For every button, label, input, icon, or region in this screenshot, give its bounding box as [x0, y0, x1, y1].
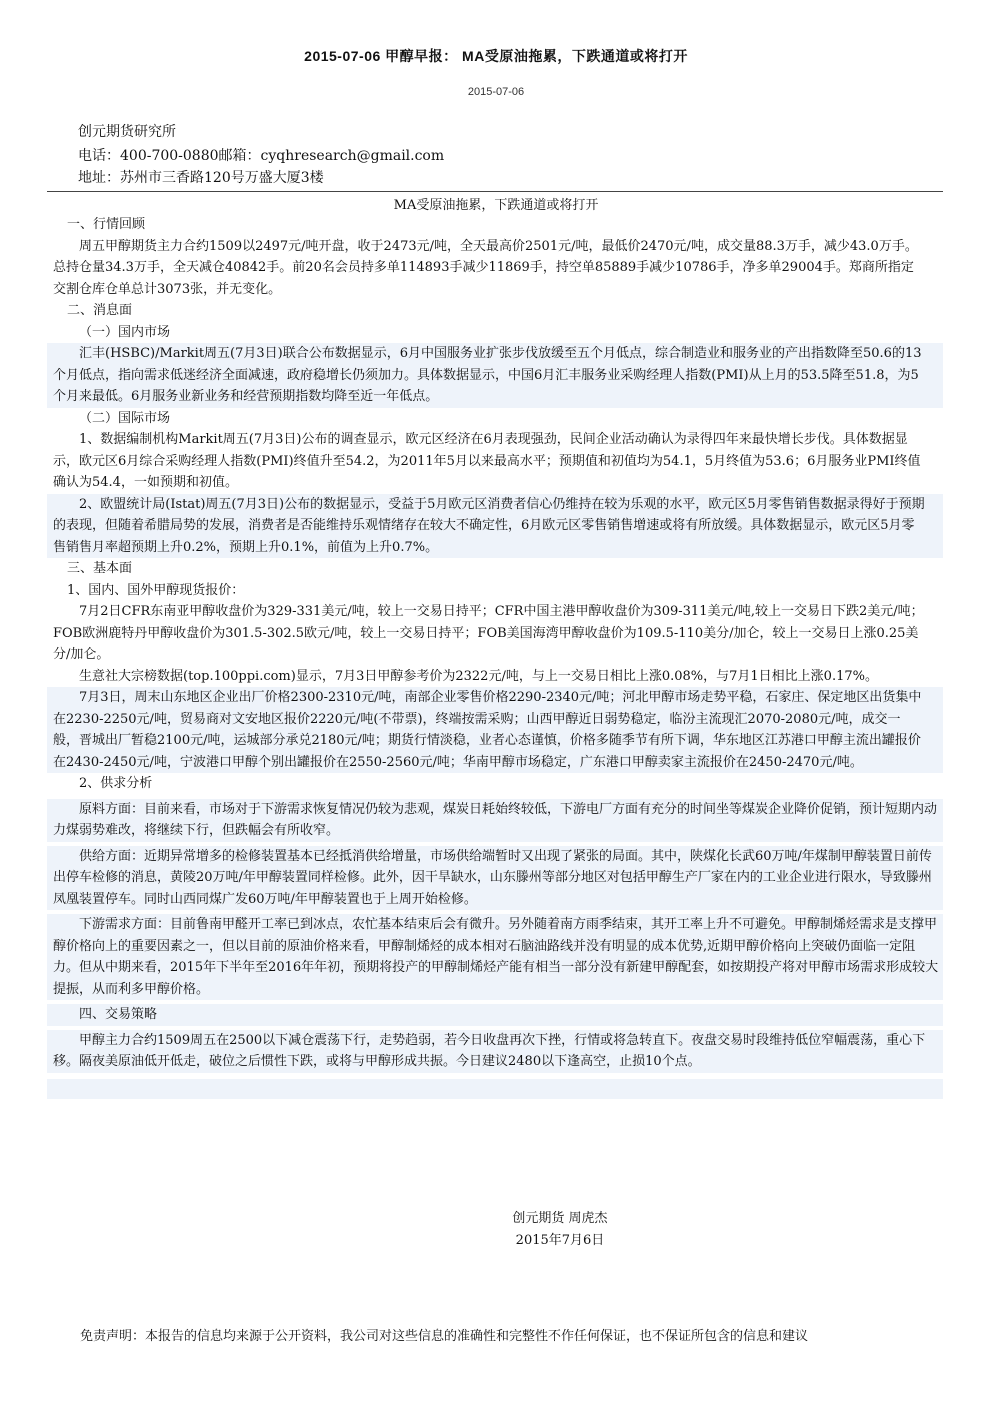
intl-news-paragraph-1: 1、数据编制机构Markit周五(7月3日)公布的调查显示，欧元区经济在6月表现强劲，民间企业活动确认为录得四年来最快增长步伐。具体数据显示，欧元区6月综合采购经理人指数(PMI)终值升至54.2，为2011年5月以来最高水平；预期值和初值均为54.1，5月终值为53.6；6月服务业PMI终值确认为54.4，一如预期和初值。	[53, 432, 921, 490]
report-date: 2015-07-06	[467, 86, 525, 98]
regional-prices-paragraph: 7月3日，周末山东地区企业出厂价格2300-2310元/吨，南部企业零售价格2290-2340元/吨；河北甲醇市场走势平稳，石家庄、保定地区出货集中在2230-2250元/吨，贸易商对文安地区报价2220元/吨(不带票)，终端按需采购；山西甲醇近日弱势稳定，临汾主流现汇2070-2080元/吨，成交一般，晋城出厂暂稳2100元/吨，运城部分承兑2180元/吨；期货行情淡稳，业者心态谨慎，价格多随季节有所下调，华东地区江苏港口甲醇主流出罐报价在2430-2450元/吨，宁波港口甲醇个别出罐报价在2550-2560元/吨；华南甲醇市场稳定，广东港口甲醇卖家主流报价在2450-2470元/吨。	[47, 687, 943, 773]
subheading-international-market: （二）国际市场	[79, 410, 171, 426]
divider	[47, 191, 943, 192]
downstream-demand-paragraph: 下游需求方面：目前鲁南甲醛开工率已到冰点，农忙基本结束后会有微升。另外随着南方雨季结束，其开工率上升不可避免。甲醇制烯烃需求是支撑甲醇价格向上的重要因素之一，但以目前的原油价格来看，甲醇制烯烃的成本相对石脑油路线并没有明显的成本优势,近期甲醇价格向上突破仍面临一定阻力。但从中期来看，2015年下半年至2016年年初，预期将投产的甲醇制烯烃产能有相当一部分没有新建甲醇配套，如按期投产将对甲醇市场需求形成较大提振，从而利多甲醇价格。	[47, 914, 943, 1000]
spot-quotes-paragraph: 7月2日CFR东南亚甲醇收盘价为329-331美元/吨，较上一交易日持平；CFR中国主港甲醇收盘价为309-311美元/吨,较上一交易日下跌2美元/吨；FOB欧洲鹿特丹甲醇收盘价为301.5-302.5欧元/吨，较上一交易日持平；FOB美国海湾甲醇收盘价为109.5-110美分/加仑，较上一交易日上涨0.25美分/加仑。	[53, 604, 924, 662]
subheading-spot-quotes: 1、国内、国外甲醇现货报价：	[67, 582, 245, 598]
market-review-paragraph: 周五甲醇期货主力合约1509以2497元/吨开盘，收于2473元/吨，全天最高价2501元/吨，最低价2470元/吨，成交量88.3万手，减少43.0万手。总持仓量34.3万手，全天减仓40842手。前20名会员持多单114893手减少11869手，持空单85889手减少10786手，净多单29004手。郑商所指定交割仓库仓单总计3073张，并无变化。	[53, 238, 918, 297]
supply-paragraph: 供给方面：近期异常增多的检修装置基本已经抵消供给增量，市场供给端暂时又出现了紧张的局面。其中，陕煤化长武60万吨/年煤制甲醇装置日前传出停车检修的消息，黄陵20万吨/年甲醇装置同样检修。此外，因干旱缺水，山东滕州等部分地区对包括甲醇生产厂家在内的工业企业进行限水，导致滕州凤凰装置停车。同时山西同煤广发60万吨/年甲醇装置也于上周开始检修。	[47, 846, 943, 911]
section-heading-market-review: 一、行情回顾	[67, 217, 146, 232]
contact-phone-email: 电话：400-700-0880邮箱：cyqhresearch@gmail.com	[78, 148, 445, 164]
author-signature: 创元期货 周虎杰	[512, 1211, 608, 1226]
report-subtitle: MA受原油拖累，下跌通道或将打开	[393, 198, 599, 213]
report-body	[47, 214, 943, 1099]
subheading-domestic-market: （一）国内市场	[79, 324, 171, 340]
disclaimer: 免责声明：本报告的信息均来源于公开资料，我公司对这些信息的准确性和完整性不作任何保证，也不保证所包含的信息和建议	[80, 1329, 809, 1344]
report-title: 2015-07-06 甲醇早报： MA受原油拖累，下跌通道或将打开	[304, 48, 688, 64]
subheading-supply-demand: 2、供求分析	[79, 776, 153, 791]
reference-price-paragraph: 生意社大宗榜数据(top.100ppi.com)显示，7月3日甲醇参考价为2322元/吨，与上一交易日相比上涨0.08%，与7月1日相比上涨0.17%。	[79, 668, 878, 684]
section-heading-fundamentals: 三、基本面	[67, 561, 133, 576]
contact-address: 地址：苏州市三香路120号万盛大厦3楼	[78, 170, 324, 186]
signature-date: 2015年7月6日	[515, 1233, 605, 1248]
intl-news-paragraph-2: 2、欧盟统计局(Istat)周五(7月3日)公布的数据显示，受益于5月欧元区消费者信心仍维持在较为乐观的水平，欧元区5月零售销售数据录得好于预期的表现，但随着希腊局势的发展，消费者是否能维持乐观情绪存在较大不确定性，6月欧元区零售销售增速或将有所放缓。具体数据显示，欧元区5月零售销售月率超预期上升0.2%，预期上升0.1%，前值为上升0.7%。	[47, 494, 943, 559]
section-heading-strategy: 四、交易策略	[47, 1004, 943, 1026]
shaded-bar	[47, 1079, 943, 1099]
section-heading-news: 二、消息面	[67, 303, 133, 318]
domestic-news-paragraph: 汇丰(HSBC)/Markit周五(7月3日)联合公布数据显示，6月中国服务业扩张步伐放缓至五个月低点，综合制造业和服务业的产出指数降至50.6的13个月低点，指向需求低迷经济全面减速，政府稳增长仍须加力。具体数据显示，中国6月汇丰服务业采购经理人指数(PMI)从上月的53.5降至51.8，为5个月来最低。6月服务业新业务和经营预期指数均降至近一年低点。	[47, 343, 943, 408]
trading-strategy-paragraph: 甲醇主力合约1509周五在2500以下减仓震荡下行，走势趋弱，若今日收盘再次下挫，行情或将急转直下。夜盘交易时段维持低位窄幅震荡，重心下移。隔夜美原油低开低走，破位之后惯性下跌，或将与甲醇形成共振。今日建议2480以下逢高空，止损10个点。	[47, 1030, 943, 1073]
org-name: 创元期货研究所	[78, 124, 176, 140]
raw-material-paragraph: 原料方面：目前来看，市场对于下游需求恢复情况仍较为悲观，煤炭日耗始终较低，下游电厂方面有充分的时间坐等煤炭企业降价促销，预计短期内动力煤弱势难改，将继续下行，但跌幅会有所收窄。	[47, 799, 943, 842]
